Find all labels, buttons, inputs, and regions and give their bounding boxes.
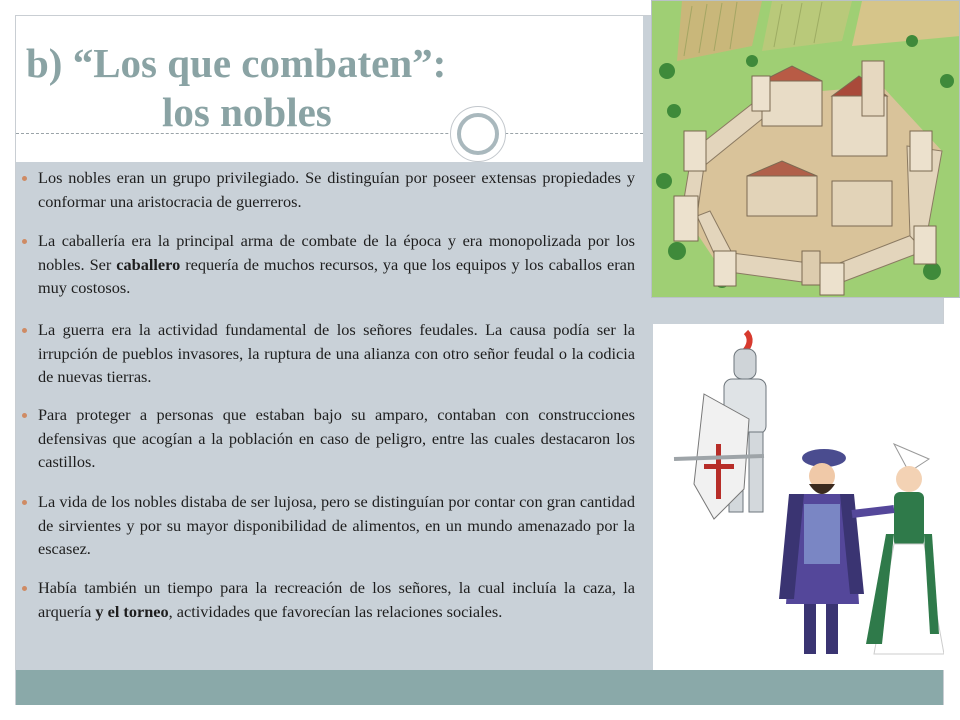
ring-inner xyxy=(457,113,499,155)
bullet-text: Había también un tiempo para la recreación de los señores, la cual incluía la caza, la arquería y el torneo, actividades que favorecían las relaciones sociales. xyxy=(38,578,635,621)
title-ring-icon xyxy=(450,106,506,162)
knight-and-nobles-icon xyxy=(654,324,944,670)
title-divider xyxy=(16,133,643,134)
castle-icon xyxy=(652,1,960,298)
bullet-text: Para proteger a personas que estaban bajo su amparo, contaban con construcciones defensivas que acogían a la población en caso de peligro, entre las cuales destacaron los castillos. xyxy=(38,405,635,471)
bullet-text: La vida de los nobles distaba de ser lujosa, pero se distinguían por contar con gran cantidad de sirvientes y por su mayor disponibilidad de alimentos, en un mundo amenazado por la escasez. xyxy=(38,492,635,558)
lady-figure xyxy=(866,444,944,654)
bullet-dot-icon xyxy=(22,328,27,333)
bullet-dot-icon xyxy=(22,239,27,244)
bullet-dot-icon xyxy=(22,176,27,181)
bullet-text: Los nobles eran un grupo privilegiado. Se distinguían por poseer extensas propiedades y conformar una aristocracia de guerreros. xyxy=(38,168,635,211)
title-area xyxy=(16,16,643,134)
slide-title-line2: los nobles xyxy=(162,89,332,135)
content-panel xyxy=(16,162,653,670)
bullet-dot-icon xyxy=(22,586,27,591)
knight-figure xyxy=(674,332,766,519)
bullet-dot-icon xyxy=(22,500,27,505)
bullet-dot-icon xyxy=(22,413,27,418)
nobles-illustration xyxy=(654,324,944,670)
bullet-text: La guerra era la actividad fundamental de los señores feudales. La causa podía ser la irrupción de pueblos invasores, la ruptura de una alianza con otro señor feudal o la codicia de nuevas tierras. xyxy=(38,320,635,386)
castle-illustration xyxy=(651,0,960,298)
bullet-text: La caballería era la principal arma de combate de la época y era monopolizada por los nobles. Ser caballero requería de muchos recursos, ya que los equipos y los caballos eran muy costosos. xyxy=(38,231,635,297)
slide-title-line1: b) “Los que combaten”: xyxy=(26,40,447,86)
footer-bar xyxy=(16,670,943,705)
